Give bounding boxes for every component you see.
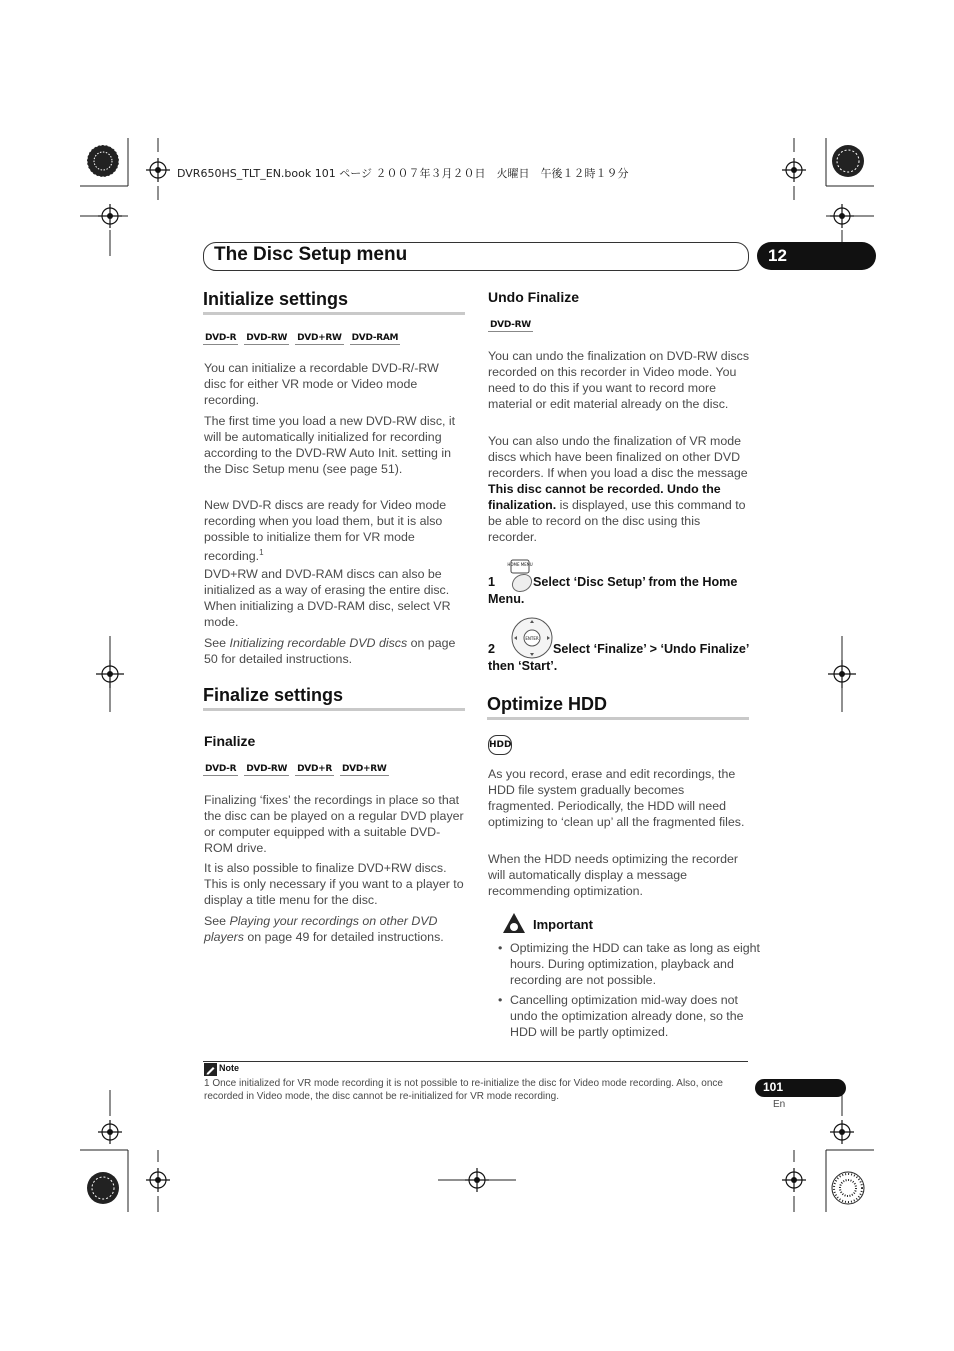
undo-disc-badges <box>488 319 533 332</box>
finalize-subheading: Finalize <box>204 733 256 749</box>
optimize-paragraph: As you record, erase and edit recordings, the HDD file system gradually becomes fragmented. Periodically, the HDD will need optimizing to ‘clean up’ all the fragmented files. <box>488 767 745 829</box>
footnote: 1 Once initialized for VR mode recording it is not possible to re-initialize the disc for Video mode recording. Also, once recorded in Video mode, the disc cannot be re-initialized for VR mode recording. <box>204 1078 723 1102</box>
disc-badge: DVD+RW <box>342 764 387 774</box>
optimize-paragraph: When the HDD needs optimizing the recorder will automatically display a message recommending optimization. <box>488 852 738 898</box>
enter-icon-label: ENTER <box>525 636 539 641</box>
finalize-rule <box>203 708 465 711</box>
initialize-heading: Initialize settings <box>203 289 349 309</box>
finalize-paragraph: See Playing your recordings on other DVD players on page 49 for detailed instructions. <box>204 914 444 944</box>
initialize-disc-badges <box>203 332 400 345</box>
disc-badge: DVD-RW <box>246 333 288 343</box>
initialize-paragraph: New DVD-R discs are ready for Video mode recording when you load them, but it is also possible to initialize them for VR mode recording.$^1$ <box>204 498 447 564</box>
undo-finalize-subheading: Undo Finalize <box>488 289 579 305</box>
step-1: 1 Select ‘Disc Setup’ from the Home Menu. <box>488 575 738 606</box>
initialize-rule <box>203 312 465 315</box>
warning-icon <box>502 912 526 934</box>
important-label: Important <box>533 917 593 932</box>
print-info: DVR650HS_TLT_EN.book 101 ページ ２００７年３月２０日 火曜日 午後１２時１９分 <box>177 167 629 180</box>
important-bullet: • Cancelling optimization mid-way does not undo the optimization already done, so the HDD will be partly optimized. <box>498 992 762 1040</box>
disc-badge: DVD-R <box>205 333 237 343</box>
page-language: En <box>773 1099 786 1110</box>
note-icon <box>204 1063 217 1076</box>
undo-paragraph: You can also undo the finalization of VR mode discs which have been finalized on other DVD recorders. If when you load a disc the message This disc cannot be recorded. Undo the finalization. is displayed, use this command to be able to record on the disc using this recorder. <box>488 434 748 544</box>
note-label: Note <box>219 1063 239 1073</box>
step-2: 2 Select ‘Finalize’ > ‘Undo Finalize’ then ‘Start’. <box>488 642 749 673</box>
disc-badge: DVD-RAM <box>351 333 399 343</box>
chapter-number: 12 <box>768 246 787 265</box>
home-menu-icon-label: HOME MENU <box>507 562 533 567</box>
disc-badge: DVD-R <box>205 764 237 774</box>
initialize-paragraph: The first time you load a new DVD-RW disc, it will be automatically initialized for recording according to the DVD-RW Auto Init. setting in the Disc Setup menu (see page 51). <box>204 414 456 476</box>
step-number: 2 <box>488 642 496 656</box>
optimize-rule <box>487 717 749 720</box>
finalize-disc-badges <box>203 763 389 776</box>
initialize-paragraph: You can initialize a recordable DVD-R/-RW disc for either VR mode or Video mode recording. <box>204 361 439 407</box>
initialize-paragraph: DVD+RW and DVD-RAM discs can also be initialized as a way of erasing the entire disc. When initializing a DVD-RAM disc, select VR mode. <box>204 567 451 629</box>
page-title: The Disc Setup menu <box>214 244 408 265</box>
important-bullet: • Optimizing the HDD can take as long as eight hours. During optimization, playback and recording are not possible. <box>498 940 762 988</box>
undo-paragraph: You can undo the finalization on DVD-RW discs recorded on this recorder in Video mode. You need to do this if you want to record more material or edit material already on the disc. <box>488 349 750 411</box>
page-number: 101 <box>763 1080 784 1094</box>
disc-badge: DVD-RW <box>490 320 531 330</box>
note-rule <box>203 1061 748 1062</box>
disc-badge: DVD+R <box>297 764 333 774</box>
step-number: 1 <box>488 575 496 589</box>
disc-badge: DVD+RW <box>297 333 342 343</box>
optimize-hdd-heading: Optimize HDD <box>487 694 608 714</box>
finalize-paragraph: It is also possible to finalize DVD+RW discs. This is only necessary if you want to a player to display a title menu for the disc. <box>204 861 464 907</box>
finalize-settings-heading: Finalize settings <box>203 685 344 705</box>
initialize-paragraph: See Initializing recordable DVD discs on page 50 for detailed instructions. <box>204 636 456 666</box>
disc-badge: DVD-RW <box>246 764 288 774</box>
hdd-badge: HDD <box>488 735 512 755</box>
finalize-paragraph: Finalizing ‘fixes’ the recordings in place so that the disc can be played on a regular DVD player or computer equipped with a suitable DVD-ROM drive. <box>204 793 464 855</box>
